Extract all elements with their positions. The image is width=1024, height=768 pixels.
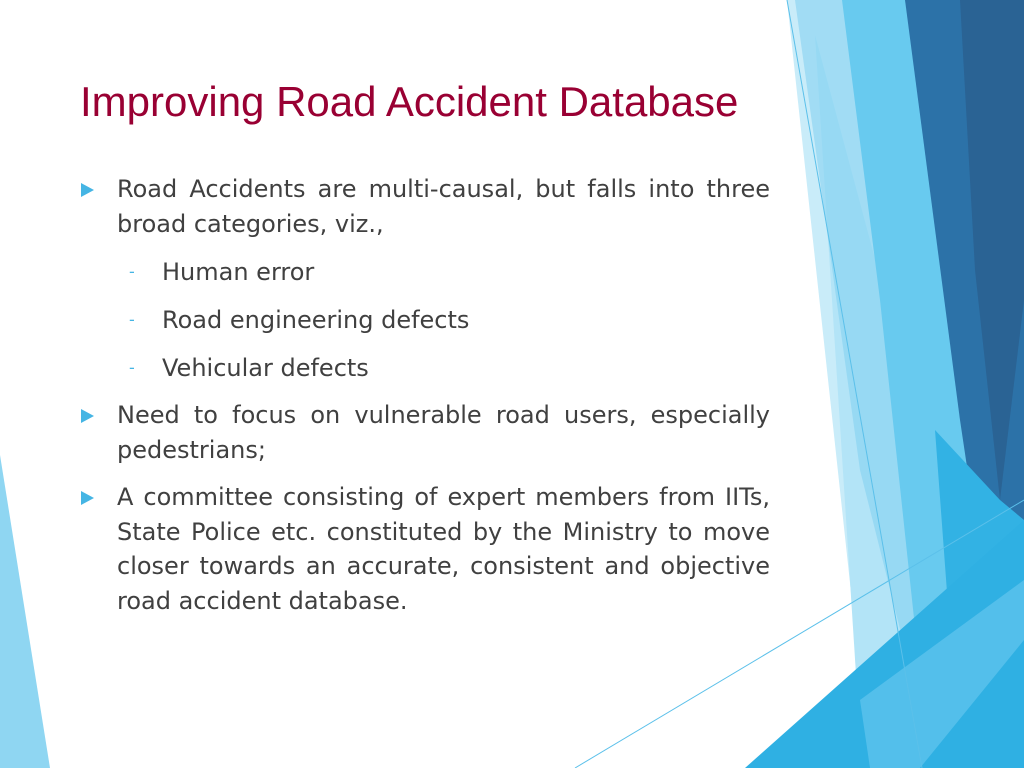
arrow-bullet-icon — [81, 183, 94, 197]
bullet-item — [78, 480, 770, 618]
bullet-text: Need to focus on vulnerable road users, especially pedestrians; — [117, 401, 770, 464]
bullet-item — [78, 398, 770, 467]
left-edge-shape — [0, 455, 50, 768]
bullet-text: A committee consisting of expert members from IITs, State Police etc. constituted by the Ministry to move closer towards an accurate, consistent and objective road accident database. — [117, 483, 770, 615]
sub-bullet-item — [78, 303, 770, 338]
bullet-text: Road Accidents are multi-causal, but falls into three broad categories, viz., — [117, 175, 770, 238]
sub-bullet-text: Human error — [162, 257, 315, 286]
sub-bullet-item — [78, 351, 770, 386]
dash-bullet-icon: - — [129, 261, 135, 281]
sub-bullet-item — [78, 255, 770, 290]
arrow-bullet-icon — [81, 491, 94, 505]
sub-bullet-text: Vehicular defects — [162, 353, 369, 382]
dash-bullet-icon: - — [129, 357, 135, 377]
sub-bullet-text: Road engineering defects — [162, 305, 470, 334]
slide-title: Improving Road Accident Database — [80, 78, 739, 125]
arrow-bullet-icon — [81, 409, 94, 423]
slide-content — [78, 172, 770, 618]
dash-bullet-icon: - — [129, 309, 135, 329]
bullet-item — [78, 172, 770, 241]
